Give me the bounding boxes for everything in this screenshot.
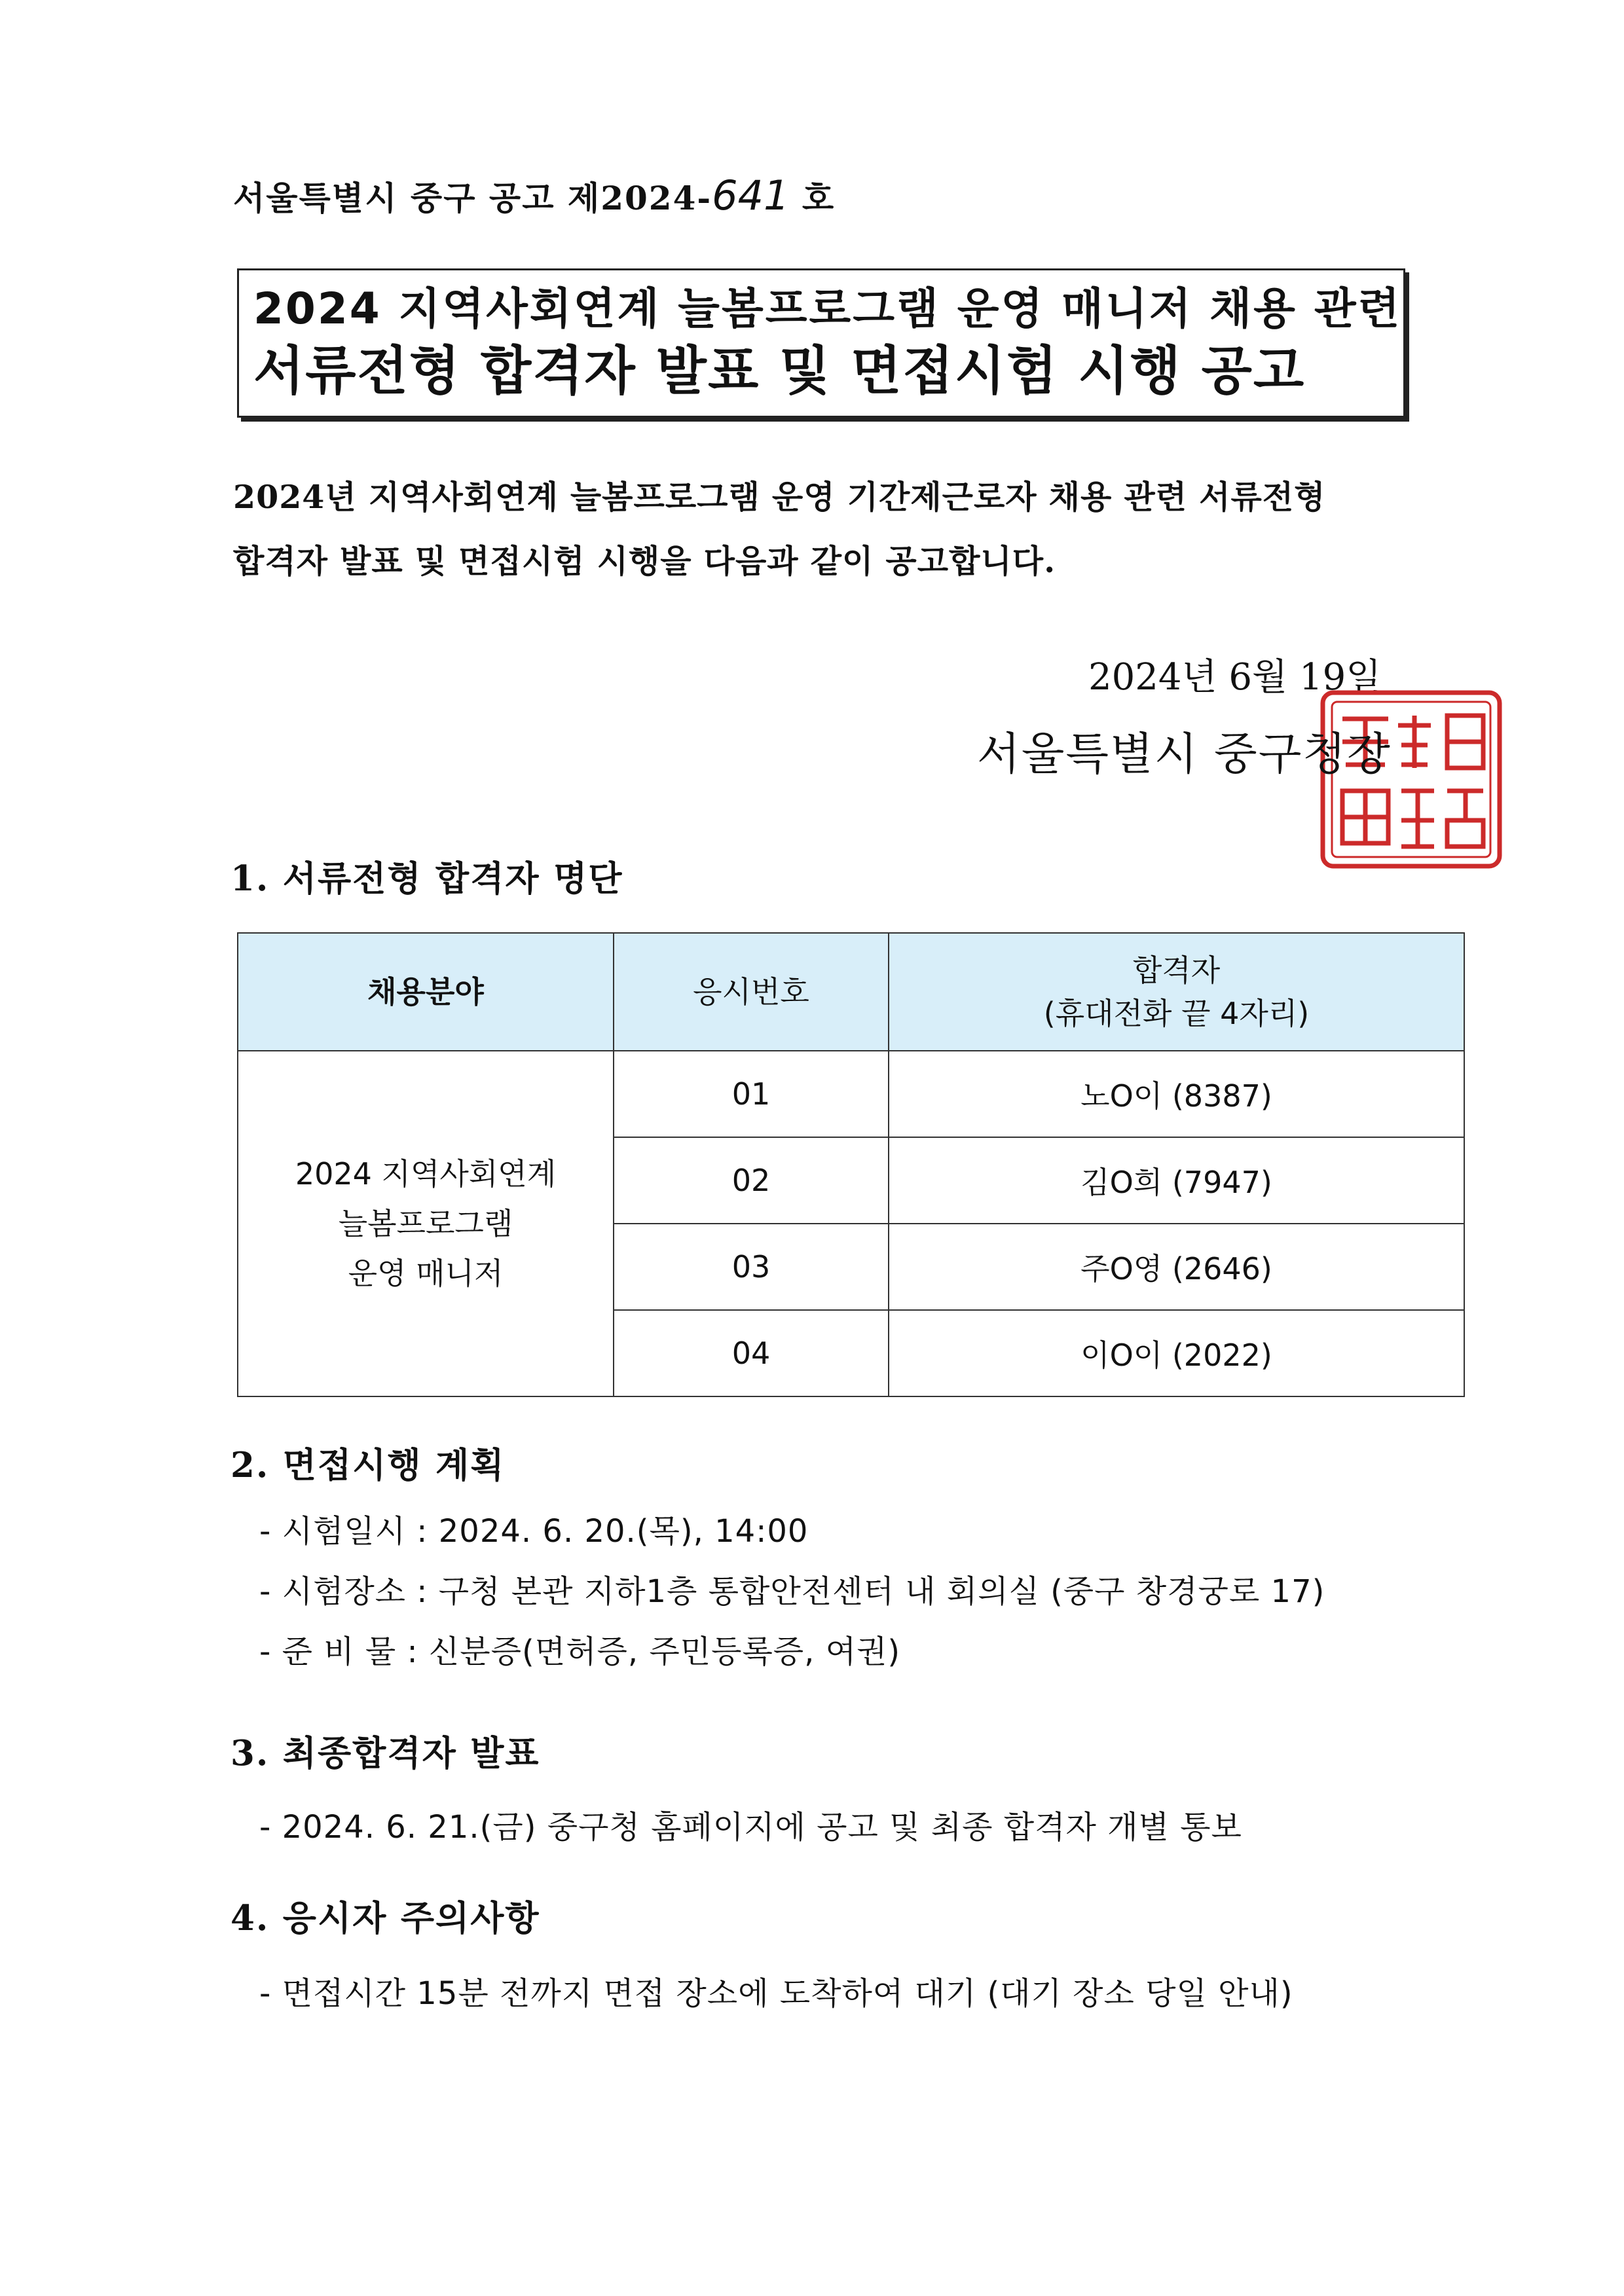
field-cell	[238, 1051, 614, 1396]
header-passer	[889, 933, 1464, 1051]
section-2-heading: 2. 면접시행 계획	[231, 1445, 506, 1485]
passer-cell: 주O영 (2646)	[889, 1224, 1464, 1310]
intro-line-1: 2024년 지역사회연계 늘봄프로그램 운영 기간제근로자 채용 관련 서류전형	[233, 478, 1326, 516]
field-line: 운영 매니저	[348, 1256, 504, 1291]
intro-line-2: 합격자 발표 및 면접시험 시행을 다음과 같이 공고합니다.	[233, 542, 1056, 580]
applicant-notice: - 면접시간 15분 전까지 면접 장소에 도착하여 대기 (대기 장소 당일 안내)	[259, 1975, 1293, 2012]
section-4-heading: 4. 응시자 주의사항	[231, 1898, 540, 1939]
title-box	[237, 268, 1405, 418]
notice-number-handwritten: 641	[712, 172, 790, 219]
final-announcement: - 2024. 6. 21.(금) 중구청 홈페이지에 공고 및 최종 합격자 개별 통보	[259, 1809, 1242, 1846]
passer-table	[237, 932, 1465, 1397]
exam-no-cell: 04	[614, 1310, 889, 1396]
header-passer-line-1: 합격자	[1132, 953, 1221, 988]
interview-datetime: - 시험일시 : 2024. 6. 20.(목), 14:00	[259, 1513, 809, 1550]
passer-cell: 이O이 (2022)	[889, 1310, 1464, 1396]
table-header-row	[238, 933, 1464, 1051]
table-row	[238, 1051, 1464, 1137]
exam-no-cell: 02	[614, 1137, 889, 1224]
notice-number-suffix: 호	[789, 179, 836, 217]
title-line-1: 2024 지역사회연계 늘봄프로그램 운영 매니저 채용 관련	[253, 283, 1402, 334]
header-exam-no: 응시번호	[614, 933, 889, 1051]
field-line: 2024 지역사회연계	[295, 1156, 557, 1192]
field-line: 늘봄프로그램	[338, 1206, 513, 1241]
exam-no-cell: 03	[614, 1224, 889, 1310]
notice-date: 2024년 6월 19일	[1088, 656, 1382, 699]
notice-number-prefix: 서울특별시 중구 공고 제2024-	[233, 179, 712, 217]
passer-cell: 노O이 (8387)	[889, 1051, 1464, 1137]
passer-cell: 김O희 (7947)	[889, 1137, 1464, 1224]
header-field: 채용분야	[238, 933, 614, 1051]
section-1-heading: 1. 서류전형 합격자 명단	[231, 858, 623, 899]
section-3-heading: 3. 최종합격자 발표	[231, 1733, 540, 1774]
header-passer-line-2: (휴대전화 끝 4자리)	[1043, 996, 1310, 1031]
interview-location: - 시험장소 : 구청 본관 지하1층 통합안전센터 내 회의실 (중구 창경궁로 17)	[259, 1573, 1325, 1610]
issuer-name: 서울특별시 중구청장	[977, 729, 1392, 780]
intro-paragraph	[233, 465, 1405, 593]
exam-no-cell: 01	[614, 1051, 889, 1137]
interview-requirements: - 준 비 물 : 신분증(면허증, 주민등록증, 여권)	[259, 1633, 901, 1670]
title-line-2: 서류전형 합격자 발표 및 면접시험 시행 공고	[253, 340, 1306, 401]
notice-number	[233, 172, 835, 219]
